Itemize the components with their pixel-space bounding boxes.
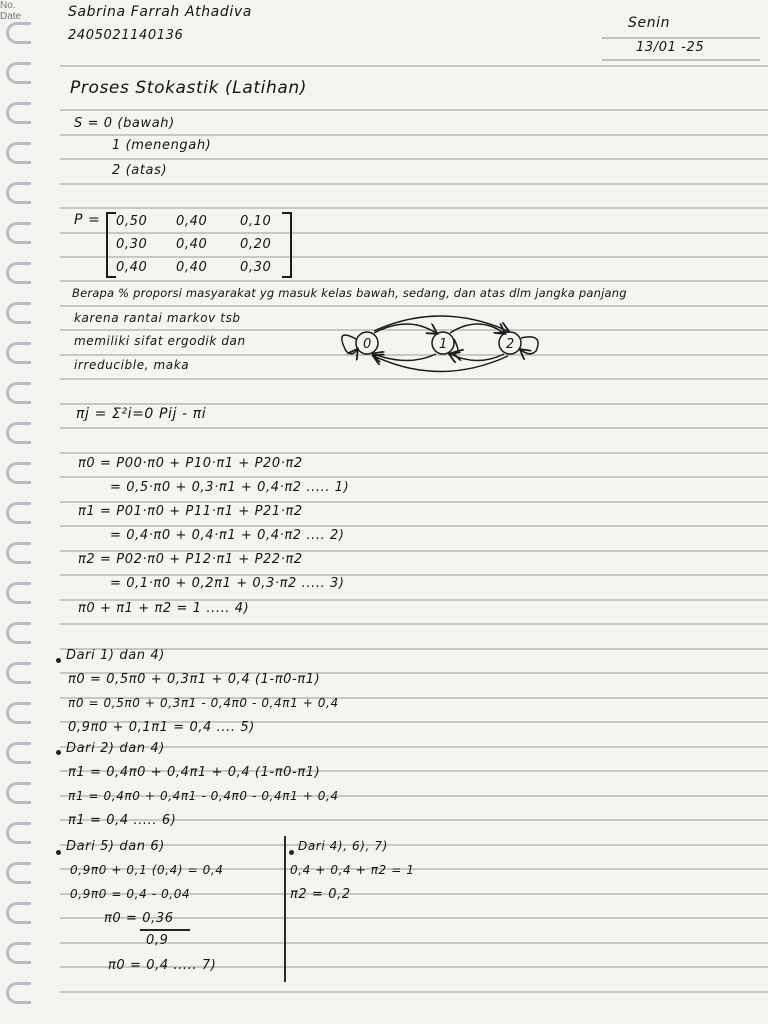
step3-result: π0 = 0,4 ..... 7) [108,958,217,973]
step1-line: π0 = 0,5π0 + 0,3π1 - 0,4π0 - 0,4π1 + 0,4 [68,696,339,710]
step4-line: 0,4 + 0,4 + π2 = 1 [290,863,415,877]
step1-heading: Dari 1) dan 4) [66,648,165,663]
step1-line: 0,9π0 + 0,1π1 = 0,4 .... 5) [68,720,255,735]
matrix-cell: 0,10 [240,214,272,229]
equation-line: = 0,1·π0 + 0,2π1 + 0,3·π2 ..... 3) [110,576,345,591]
step4-heading: Dari 4), 6), 7) [298,839,388,853]
no-label: No. [0,0,16,11]
spiral-binding [0,0,40,1024]
equation-line: π1 = P01·π0 + P11·π1 + P21·π2 [78,504,303,519]
date-value: 13/01 -25 [636,40,705,55]
step3-fraction-numerator: π0 = 0,36 [104,911,174,926]
matrix-cell: 0,20 [240,237,272,252]
step4-line: π2 = 0,2 [290,887,351,902]
step3-line: 0,9π0 + 0,1 (0,4) = 0,4 [70,863,224,877]
bullet-point [56,658,61,663]
bullet-point [289,850,294,855]
page-title: Proses Stokastik (Latihan) [70,78,307,98]
node-1-label: 1 [439,337,448,352]
reasoning-line: irreducible, maka [74,358,190,372]
step1-line: π0 = 0,5π0 + 0,3π1 + 0,4 (1-π0-π1) [68,672,321,687]
matrix-cell: 0,50 [116,214,148,229]
reasoning-line: karena rantai markov tsb [74,311,241,325]
date-label: Date [0,11,22,22]
bullet-point [56,850,61,855]
step2-line: π1 = 0,4π0 + 0,4π1 - 0,4π0 - 0,4π1 + 0,4 [68,789,339,803]
step2-line: π1 = 0,4 ..... 6) [68,813,177,828]
fraction-bar [140,929,190,931]
bullet-point [56,750,61,755]
step3-fraction-denominator: 0,9 [146,933,169,948]
step3-line: 0,9π0 = 0,4 - 0,04 [70,887,191,901]
matrix-bracket-left [106,212,116,278]
markov-state-diagram [330,305,555,380]
matrix-cell: 0,40 [176,214,208,229]
node-0-label: 0 [363,337,372,352]
no-value: Senin [628,15,671,31]
equation-line: π0 + π1 + π2 = 1 ..... 4) [78,601,250,616]
matrix-cell: 0,30 [116,237,148,252]
equation-line: π2 = P02·π0 + P12·π1 + P22·π2 [78,552,303,567]
matrix-cell: 0,40 [176,237,208,252]
equation-line: = 0,4·π0 + 0,4·π1 + 0,4·π2 .... 2) [110,528,345,543]
matrix-bracket-right [282,212,292,278]
matrix-label: P = [74,212,101,228]
matrix-cell: 0,30 [240,260,272,275]
question-text: Berapa % proporsi masyarakat yg masuk kelas bawah, sedang, dan atas dlm jangka panjang [72,286,627,300]
student-id: 2405021140136 [68,28,184,43]
equation-line: π0 = P00·π0 + P10·π1 + P20·π2 [78,456,303,471]
step3-heading: Dari 5) dan 6) [66,839,165,854]
reasoning-line: memiliki sifat ergodik dan [74,334,246,348]
state-0: S = 0 (bawah) [74,116,175,131]
matrix-cell: 0,40 [116,260,148,275]
matrix-cell: 0,40 [176,260,208,275]
equation-line: = 0,5·π0 + 0,3·π1 + 0,4·π2 ..... 1) [110,480,350,495]
state-2: 2 (atas) [112,163,168,178]
step2-heading: Dari 2) dan 4) [66,741,165,756]
student-name: Sabrina Farrah Athadiva [68,4,252,20]
state-1: 1 (menengah) [112,138,212,153]
step2-line: π1 = 0,4π0 + 0,4π1 + 0,4 (1-π0-π1) [68,765,321,780]
general-equation: πj = Σ²i=0 Pij - πi [76,406,207,422]
column-divider [284,836,286,982]
node-2-label: 2 [506,337,515,352]
